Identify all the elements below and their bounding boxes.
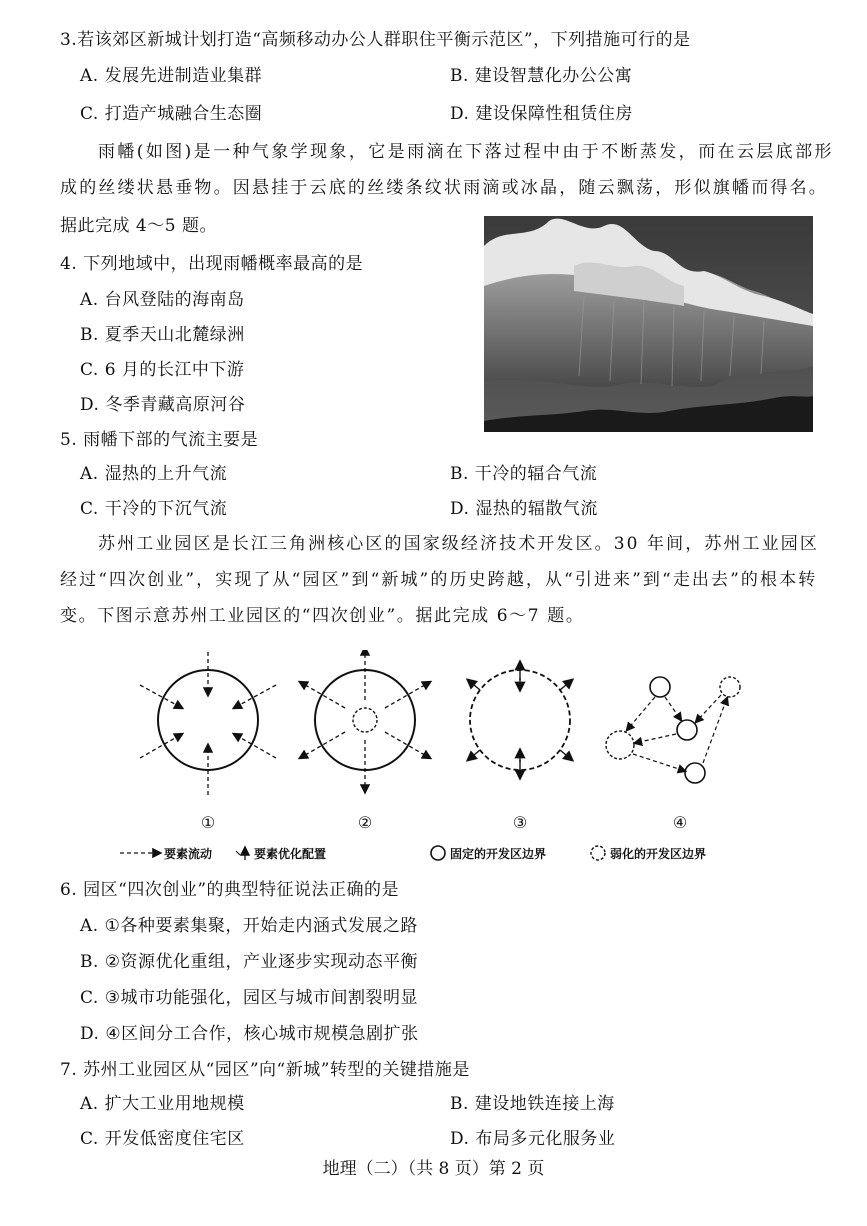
question-3-option-a: A. 发展先进制造业集群 <box>80 66 263 86</box>
question-5-stem: 5. 雨幡下部的气流主要是 <box>60 430 259 450</box>
question-3-option-d: D. 建设保障性租赁住房 <box>450 104 633 124</box>
question-4-option-a: A. 台风登陆的海南岛 <box>80 290 245 310</box>
passage-1-line-1: 雨幡(如图)是一种气象学现象，它是雨滴在下落过程中由于不断蒸发，而在云层底部形 <box>98 142 834 162</box>
question-7-option-c: C. 开发低密度住宅区 <box>80 1129 245 1149</box>
legend-optimized: 要素优化配置 <box>254 847 327 861</box>
passage-1-line-2: 成的丝缕状悬垂物。因悬挂于云底的丝缕条纹状雨滴或冰晶，随云飘荡，形似旗幡而得名。 <box>60 178 828 198</box>
question-7-option-d: D. 布局多元化服务业 <box>450 1129 616 1149</box>
question-5-option-b: B. 干冷的辐合气流 <box>450 464 598 484</box>
question-4-option-d: D. 冬季青藏高原河谷 <box>80 395 246 415</box>
virga-photo <box>484 216 813 432</box>
question-6-option-c: C. ③城市功能强化，园区与城市间割裂明显 <box>80 988 418 1008</box>
question-6-option-b: B. ②资源优化重组，产业逐步实现动态平衡 <box>80 952 419 972</box>
diagram-3 <box>468 662 572 778</box>
question-7-stem: 7. 苏州工业园区从“园区”向“新城”转型的关键措施是 <box>60 1060 470 1080</box>
question-7-option-b: B. 建设地铁连接上海 <box>450 1094 615 1114</box>
page-footer: 地理（二）（共 8 页）第 2 页 <box>322 1159 545 1179</box>
diagram-4 <box>606 677 740 783</box>
question-3-stem: 3.若该郊区新城计划打造“高频移动办公人群职住平衡示范区”，下列措施可行的是 <box>60 30 691 50</box>
passage-1-line-3: 据此完成 4～5 题。 <box>60 216 217 236</box>
question-4-option-c: C. 6 月的长江中下游 <box>80 360 245 380</box>
legend-weakened-boundary: 弱化的开发区边界 <box>610 847 707 861</box>
diagram-label-4: ④ <box>672 813 688 832</box>
legend <box>120 846 706 861</box>
question-6-stem: 6. 园区“四次创业”的典型特征说法正确的是 <box>60 880 400 900</box>
question-5-option-c: C. 干冷的下沉气流 <box>80 499 228 519</box>
legend-fixed-boundary: 固定的开发区边界 <box>450 847 547 861</box>
passage-2-line-1: 苏州工业园区是长江三角洲核心区的国家级经济技术开发区。30 年间，苏州工业园区 <box>98 534 819 554</box>
question-5-option-a: A. 湿热的上升气流 <box>80 464 228 484</box>
question-4-option-b: B. 夏季天山北麓绿洲 <box>80 325 245 345</box>
question-6-option-a: A. ①各种要素集聚，开始走内涵式发展之路 <box>80 916 418 936</box>
passage-2-line-3: 变。下图示意苏州工业园区的“四次创业”。据此完成 6～7 题。 <box>60 606 585 626</box>
question-7-option-a: A. 扩大工业用地规模 <box>80 1094 245 1114</box>
question-3-option-c: C. 打造产城融合生态圈 <box>80 104 263 124</box>
diagram-2 <box>300 650 430 792</box>
diagram-label-3: ③ <box>512 813 528 832</box>
diagram-1 <box>140 650 276 795</box>
question-6-option-d: D. ④区间分工合作，核心城市规模急剧扩张 <box>80 1024 419 1044</box>
question-3-option-b: B. 建设智慧化办公公寓 <box>450 66 633 86</box>
legend-flow: 要素流动 <box>164 847 213 861</box>
diagram-label-1: ① <box>200 813 216 832</box>
question-5-option-d: D. 湿热的辐散气流 <box>450 499 598 519</box>
diagram-label-2: ② <box>357 813 373 832</box>
question-4-stem: 4. 下列地域中，出现雨幡概率最高的是 <box>60 254 364 274</box>
passage-2-line-2: 经过“四次创业”，实现了从“园区”到“新城”的历史跨越，从“引进来”到“走出去”的根本转 <box>60 570 818 590</box>
four-ventures-diagram <box>120 650 760 865</box>
